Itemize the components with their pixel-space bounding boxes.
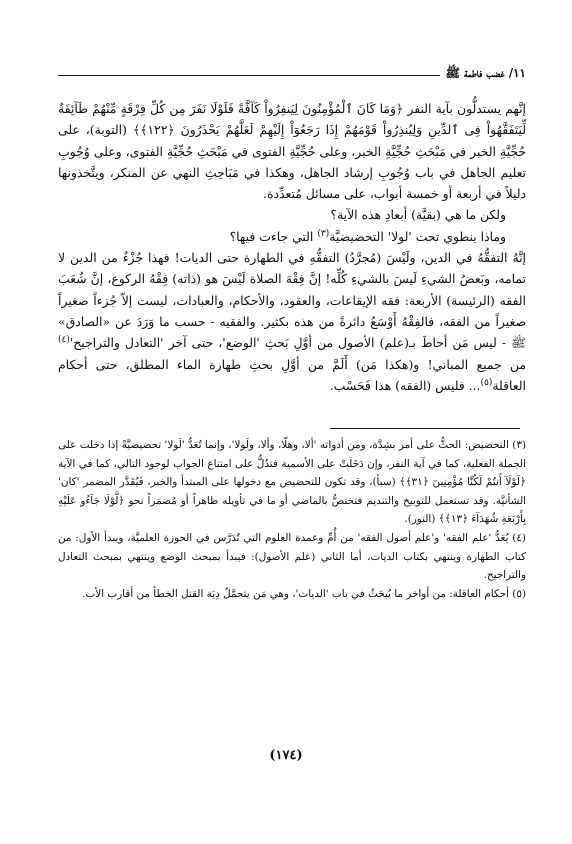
footnote-text: يُعَدُّ 'علم الفقه' و'علم أصول الفقه' من أُمِّ وعمدة العلوم التي تُدَرَّس في الحوزة العلميَّة، ويبدأ الأول: من كتاب الطهارة وينتهي بكتاب الديات، أما الثاني (علم الأصول): فيبدأ بمبحث الوضع وينتهي بمبحث التعادل والتراجيح.: [58, 531, 526, 582]
footnotes: [58, 436, 526, 603]
footnote-text: أحكام العاقلة: من أواخر ما يُبحَثُ في باب 'الديات'، وهي مَن يتحمَّلُ دِيَة القتل الخطأ من أقارب الأب.: [82, 587, 509, 600]
footnote-number: (٤): [512, 531, 526, 544]
paragraph-2-part-b: من جميع المباني! و(هكذا مَن) أَلَمَّ من أوَّلِ بحثِ طهارة الماء المطلق، حتى أحكام العاقلة: [58, 356, 526, 393]
footnote-ref-5[interactable]: (٥): [480, 377, 493, 388]
question-2: [58, 226, 526, 247]
paragraph-2: [58, 247, 526, 396]
paragraph-1: إنَّهم يستدلُّون بآية النفر ﴿وَمَا كَانَ ٱلْمُؤْمِنُونَ لِيَنفِرُواْ كَآفَّةً فَلَوْلَا نَفَرَ مِن كُلِّ فِرْقَةٍ مِّنْهُمْ طَآئِفَةٌ لِّيَتَفَقَّهُواْ فِى ٱلدِّينِ وَلِيُنذِرُواْ قَوْمَهُمْ إِذَا رَجَعُوٓاْ إِلَيْهِمْ لَعَلَّهُمْ يَحْذَرُونَ ﴿١٢٢﴾﴾ (التوبة)، على حُجِّيَّةِ الخبر في مَبْحَثِ حُجِّيَّةِ الخبر، وعلى حُجِّيَّةِ الفتوى في مَبْحَثِ حُجِّيَّةِ الفتوى، وعلى وُجُوبِ تعليم الجاهل في باب وُجُوبِ إرشاد الجاهل، وهكذا في مَبَاحِثِ النهي عن المنكر، ويتَّخذونها دليلاً في أربعة أو خمسة أبواب، على مسائل مُتعدِّدة.: [58, 101, 527, 202]
running-header: [58, 62, 526, 84]
footnote-5: [58, 585, 526, 604]
question-2-end: التي جاءت فيها؟: [229, 228, 318, 244]
footnote-separator: [330, 428, 520, 429]
footnote-number: (٣): [512, 439, 526, 451]
footnote-text: التحضيض: الحثُّ على أمر بشِدَّة، ومن أدواته 'ألا، وهلّا، وألا، ولَولا'، وإنما تُعَدُّ 'لَولا' تحضيضيَّةً إذا دخلت على الجملة الفعلية، كما في آية النفر، وإن دَخَلَتْ على الأسمية فتدُلُّ على امتناع الجواب لوجود التالي، كما في الآية ﴿لَوْلَآ أَنتُمْ لَكُنَّا مُؤْمِنِينَ ﴿٣١﴾﴾ (سبأ)، وقد تكون للتحضيض مع دخولها على المبتدأ والخبر، فَيُقَدَّر المضمر 'كان' الشأنيَّة. وقد تستعمل للتوبيخ والتنديم فتختصُّ بالماضي أو ما في تأويله ظاهراً أو مُضمَراً نحو ﴿لَّوْلَا جَآءُو عَلَيْهِ بِأَرْبَعَةِ شُهَدَآءَ ﴿١٣﴾﴾ (النور).: [58, 439, 526, 526]
footnote-number: (٥): [512, 587, 526, 600]
question-2-text: وماذا ينطوي تحت 'لولا' التحضيضيَّة: [329, 228, 506, 244]
header-title: ١١/ غضب فاطمة ﷺ: [440, 63, 527, 83]
footnote-4: [58, 529, 526, 585]
paragraph-2-part-c: ... فليس (الفقه) هذا فَحَسْب.: [329, 377, 481, 393]
main-text: [58, 98, 526, 396]
footnote-ref-4[interactable]: (٤): [58, 335, 70, 346]
page-number: (١٧٤): [269, 748, 303, 763]
question-1: ولكن ما هي (بقيَّة) أبعادِ هذه الآية؟: [330, 207, 506, 223]
paragraph-2-part-a: إنَّهُ التفقُّهُ في الدين، ولَيْسَ (مُجرَّدُ) التفقُّهِ في الطهارة حتى الديات! فهذا جُزْءٌ من الدين لا تمامه، وبَعضُ الشيءِ لَيسَ بالشيءِ كُلِّه! إنَّ فِقْهَ الصلاة لَيْسَ هو (ذاته) فِقْهُ الركوع، إنَّ شُعَبَ الفقه (الرئيسة) الأربعة: فقه الإيقاعات، والعقود، والأحكام، والعبادات، ليست إلاّ جُزءاً صغيراً صغيراً من الفقه، فالفِقْهُ أَوْسَعُ دائرةً من هذه بكثير. والفقيه - حسب ما وَرَدَ عن «الصادق» ﷺ - ليس مَن أحاطَ بـ(علم) الأصول من أوَّلِ بَحثِ 'الوضع'، حتى آخر 'التعادل والتراجيح': [58, 250, 526, 351]
footnote-3: [58, 436, 526, 529]
footnote-ref-3[interactable]: (٣): [317, 228, 330, 239]
